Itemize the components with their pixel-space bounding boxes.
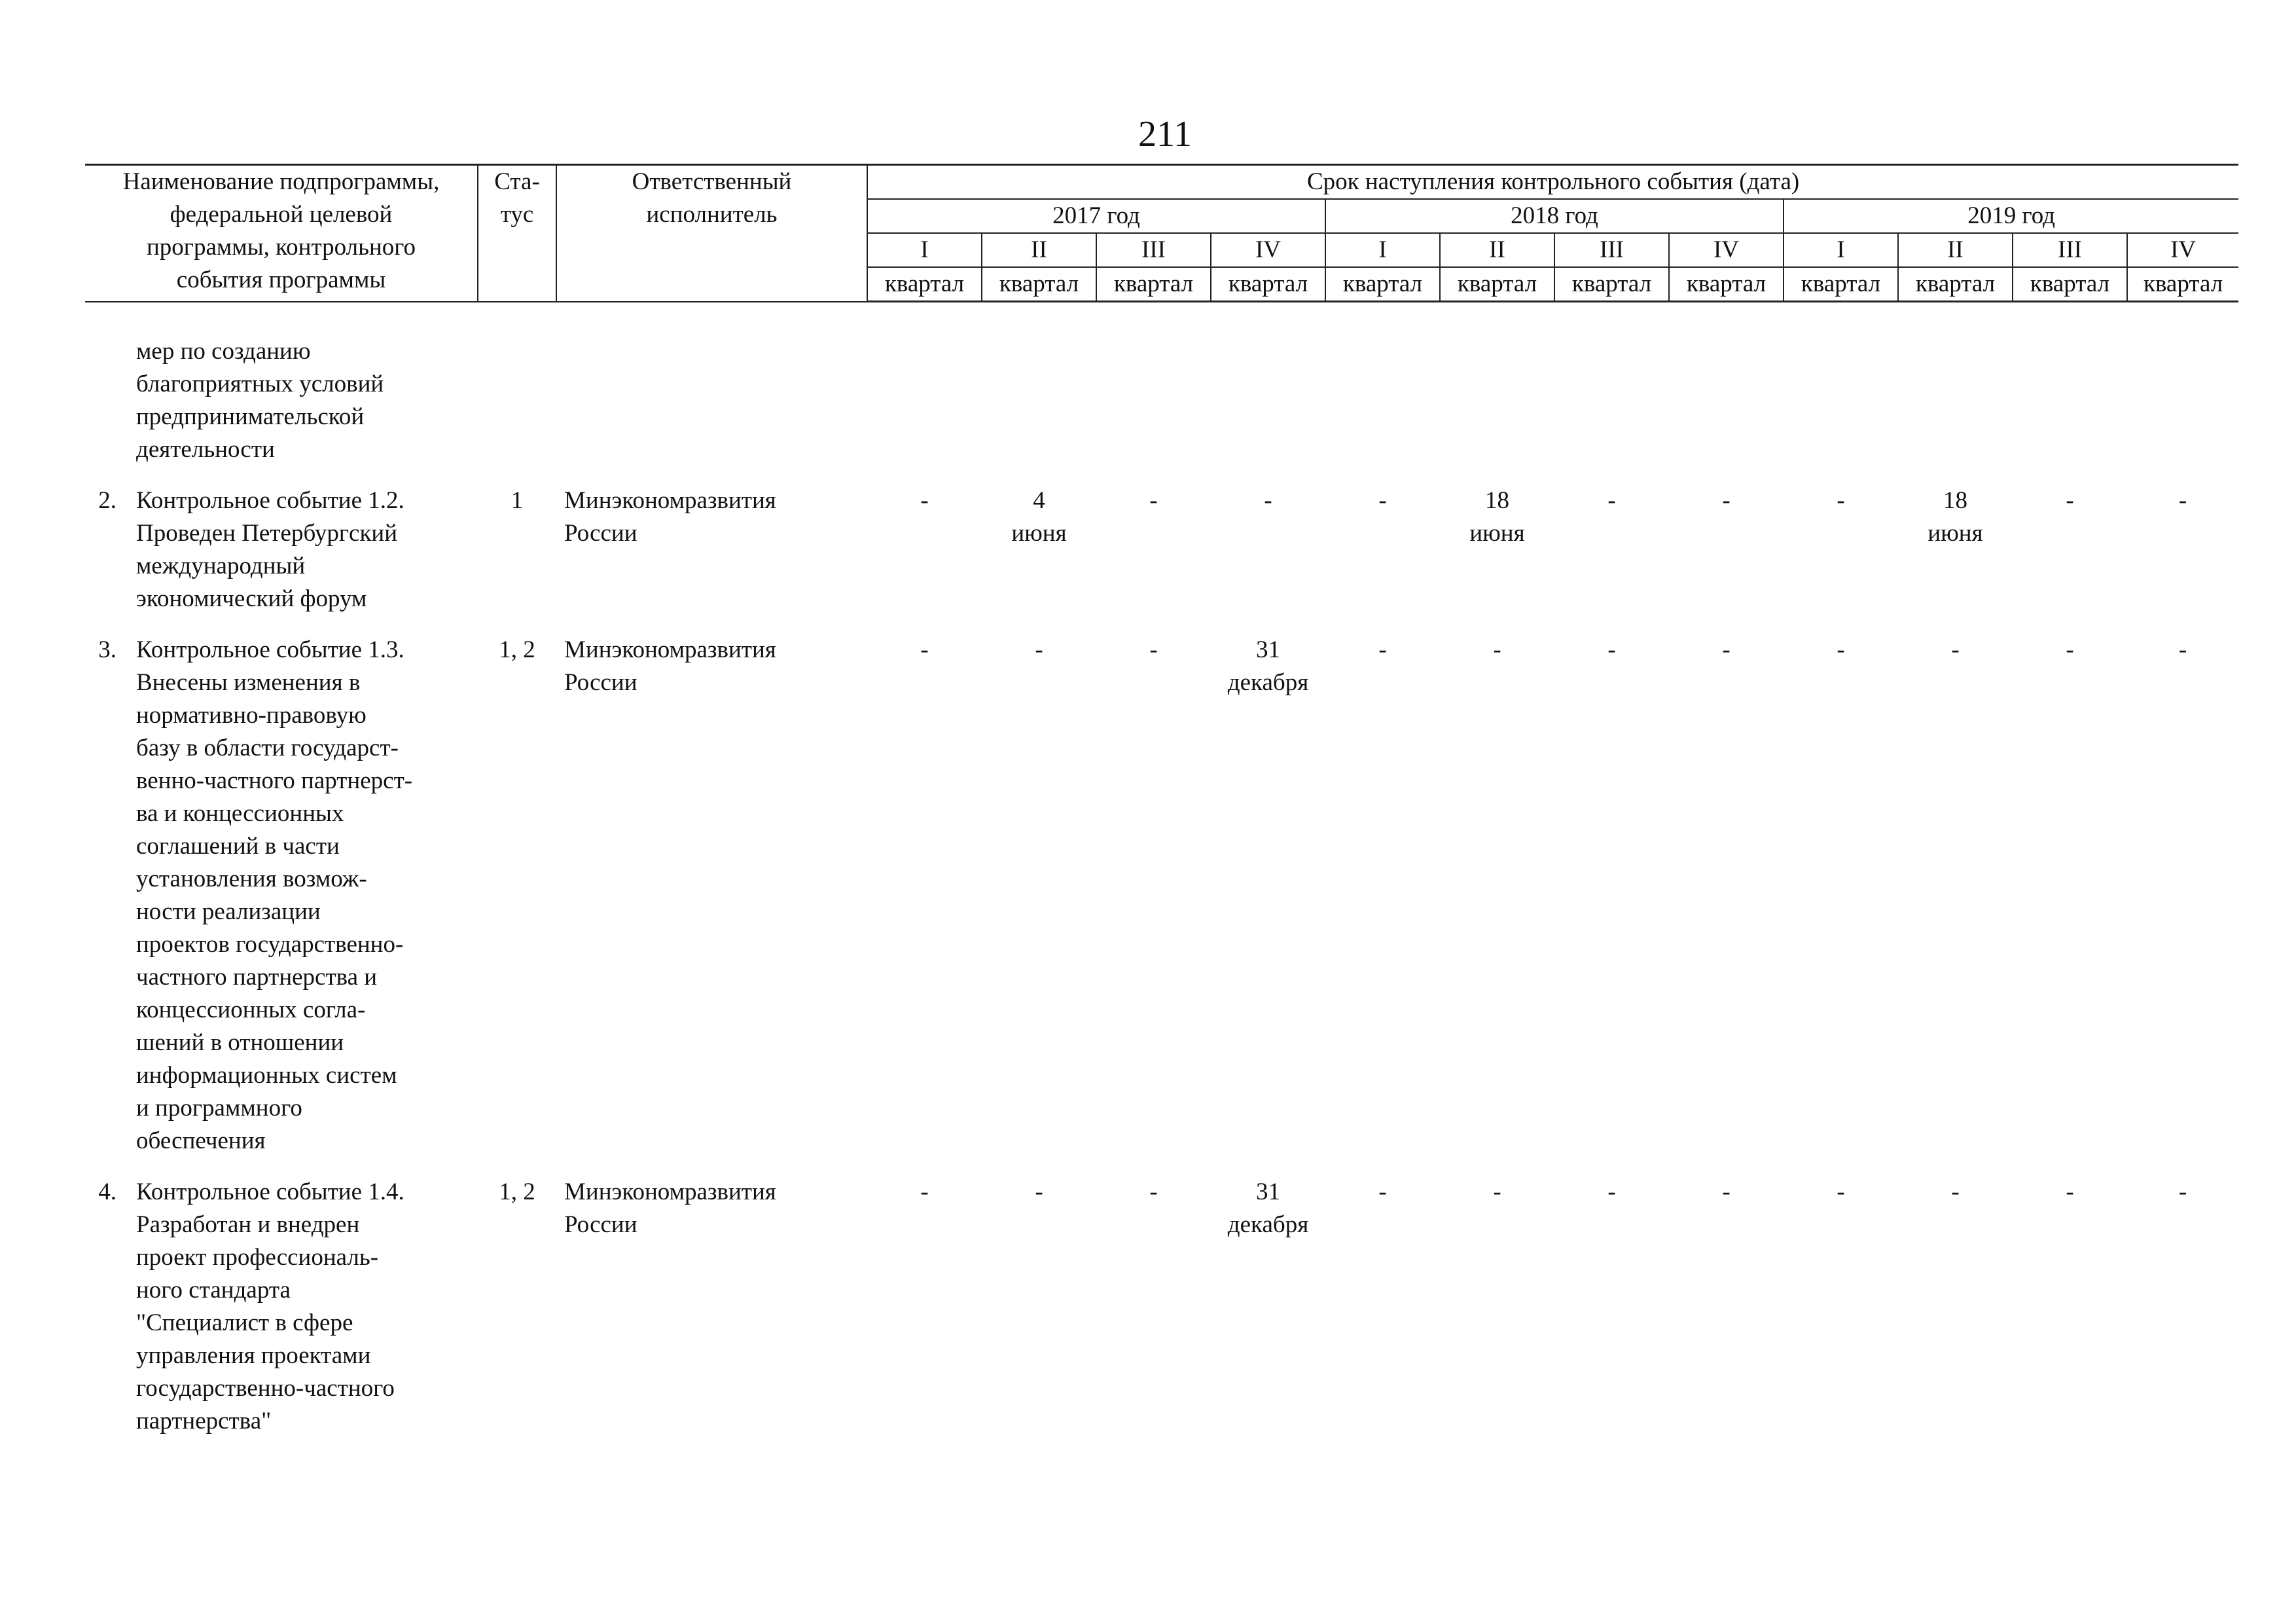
header-year-2019: 2019 год: [1784, 199, 2238, 233]
responsible-executor-line: России: [564, 1211, 637, 1238]
quarter-deadline: [1211, 470, 1325, 619]
responsible-executor-line: России: [564, 668, 637, 696]
event-status: 1, 2: [499, 1178, 535, 1205]
quarter-deadline: [1669, 302, 1784, 470]
quarter-deadline: [1096, 470, 1211, 619]
event-name-line: проект профессиональ-: [136, 1243, 379, 1271]
quarter-deadline: [2127, 470, 2238, 619]
table-row: [85, 619, 2238, 1161]
event-status: 1, 2: [499, 636, 535, 663]
responsible-executor-line: Минэкономразвития: [564, 636, 776, 663]
table-row: [85, 302, 2238, 470]
header-year-2018: 2018 год: [1325, 199, 1784, 233]
quarter-deadline: [1554, 302, 1669, 470]
event-name-line: экономический форум: [136, 585, 367, 612]
event-name-line: Контрольное событие 1.4.: [136, 1178, 404, 1205]
quarter-deadline: [982, 619, 1096, 1161]
quarter-word: квартал: [1211, 267, 1325, 302]
responsible-executor: [556, 470, 867, 619]
quarter-deadline-line: 4: [1033, 486, 1045, 514]
quarter-deadline: [1211, 619, 1325, 1161]
quarter-deadline-line: -: [1722, 486, 1731, 514]
event-name-line: мер по созданию: [136, 337, 311, 365]
quarter-number: III: [2013, 233, 2127, 267]
header-text: Наименование подпрограммы,: [122, 168, 440, 195]
event-name-line: Внесены изменения в: [136, 668, 361, 696]
quarter-deadline: [1784, 1161, 1898, 1442]
responsible-executor-line: России: [564, 519, 637, 547]
header-deadline-title: Срок наступления контрольного события (дата): [867, 165, 2238, 200]
quarter-word: квартал: [1554, 267, 1669, 302]
event-name-line: обеспечения: [136, 1127, 266, 1154]
quarter-deadline: [1096, 619, 1211, 1161]
quarter-deadline: [982, 1161, 1096, 1442]
quarter-deadline: [867, 619, 982, 1161]
event-name-line: Контрольное событие 1.2.: [136, 486, 404, 514]
header-text: тус: [500, 201, 534, 228]
row-number: [85, 302, 124, 470]
header-text: события программы: [176, 266, 386, 293]
page-number: 211: [1138, 114, 1192, 155]
quarter-deadline: [1325, 619, 1440, 1161]
quarter-deadline-line: -: [1493, 1178, 1501, 1205]
quarter-deadline: [1898, 619, 2013, 1161]
quarter-deadline-line: -: [1035, 1178, 1043, 1205]
event-name-line: Разработан и внедрен: [136, 1211, 360, 1238]
quarter-number: II: [1898, 233, 2013, 267]
header-year-2017: 2017 год: [867, 199, 1325, 233]
quarter-deadline: [1784, 470, 1898, 619]
quarter-deadline-line: -: [1951, 1178, 1960, 1205]
event-name-line: нормативно-правовую: [136, 701, 367, 729]
quarter-deadline-line: -: [2178, 486, 2187, 514]
header-text: исполнитель: [646, 201, 778, 228]
table-body: [85, 302, 2238, 1442]
quarter-deadline: [2127, 619, 2238, 1161]
responsible-executor: [556, 302, 867, 470]
quarter-number: I: [1325, 233, 1440, 267]
quarter-number: IV: [1211, 233, 1325, 267]
quarter-word: квартал: [867, 267, 982, 302]
event-name-line: проектов государственно-: [136, 930, 404, 958]
event-name-line: частного партнерства и: [136, 963, 378, 991]
table-row: [85, 470, 2238, 619]
event-name: [124, 1161, 478, 1442]
quarter-number: I: [1784, 233, 1898, 267]
quarter-deadline-line: -: [920, 636, 929, 663]
quarter-word: квартал: [2127, 267, 2238, 302]
quarter-deadline-line: 31: [1256, 1178, 1280, 1205]
quarter-deadline: [1325, 302, 1440, 470]
quarter-deadline-line: -: [1378, 486, 1387, 514]
quarter-deadline-line: -: [1837, 1178, 1845, 1205]
quarter-deadline-line: -: [1493, 636, 1501, 663]
event-name-line: и программного: [136, 1094, 302, 1122]
event-name-line: венно-частного партнерст-: [136, 767, 413, 794]
header-text: Ста-: [494, 168, 540, 195]
event-name-line: установления возмож-: [136, 865, 367, 892]
header-name-column: [85, 165, 478, 302]
quarter-deadline: [2013, 619, 2127, 1161]
quarter-deadline: [1784, 302, 1898, 470]
event-name-line: партнерства": [136, 1407, 272, 1434]
quarter-deadline-line: июня: [1928, 519, 1983, 547]
quarter-deadline-line: -: [2178, 636, 2187, 663]
event-name-line: базу в области государст-: [136, 734, 399, 761]
quarter-word: квартал: [2013, 267, 2127, 302]
event-name-line: ного стандарта: [136, 1276, 291, 1304]
quarter-deadline-line: -: [1378, 636, 1387, 663]
quarter-deadline: [1325, 1161, 1440, 1442]
quarter-deadline: [982, 470, 1096, 619]
quarter-deadline: [982, 302, 1096, 470]
header-text: федеральной целевой: [170, 201, 393, 228]
quarter-word: квартал: [1440, 267, 1554, 302]
quarter-number: I: [867, 233, 982, 267]
quarter-deadline: [1211, 302, 1325, 470]
quarter-number: II: [1440, 233, 1554, 267]
event-name: [124, 302, 478, 470]
event-name-line: ва и концессионных: [136, 799, 344, 827]
event-name-line: международный: [136, 552, 306, 579]
quarter-deadline: [2127, 1161, 2238, 1442]
quarter-deadline: [2013, 470, 2127, 619]
event-name-line: "Специалист в сфере: [136, 1309, 353, 1336]
quarter-word: квартал: [1898, 267, 2013, 302]
quarter-deadline-line: -: [1149, 1178, 1158, 1205]
quarter-deadline-line: -: [1607, 1178, 1616, 1205]
event-name-line: государственно-частного: [136, 1374, 395, 1402]
quarter-deadline-line: -: [1264, 486, 1272, 514]
row-number: 3.: [98, 636, 117, 663]
event-name-line: предпринимательской: [136, 403, 365, 430]
quarter-deadline-line: -: [920, 1178, 929, 1205]
control-events-table: [85, 164, 2238, 1442]
event-name-line: управления проектами: [136, 1341, 371, 1369]
quarter-deadline: [2013, 302, 2127, 470]
quarter-number: IV: [1669, 233, 1784, 267]
quarter-deadline: [1669, 1161, 1784, 1442]
quarter-number: III: [1096, 233, 1211, 267]
quarter-deadline: [1440, 302, 1554, 470]
quarter-deadline-line: -: [1607, 486, 1616, 514]
quarter-deadline: [1554, 470, 1669, 619]
quarter-deadline: [1554, 1161, 1669, 1442]
header-executor-column: [556, 165, 867, 302]
table-header: [85, 165, 2238, 302]
quarter-deadline: [867, 302, 982, 470]
quarter-word: квартал: [1096, 267, 1211, 302]
quarter-deadline: [1898, 470, 2013, 619]
event-status: [478, 302, 556, 470]
quarter-word: квартал: [982, 267, 1096, 302]
responsible-executor: [556, 619, 867, 1161]
header-text: Ответственный: [632, 168, 792, 195]
quarter-deadline-line: июня: [1011, 519, 1067, 547]
quarter-deadline: [1669, 470, 1784, 619]
responsible-executor-line: Минэкономразвития: [564, 1178, 776, 1205]
event-name-line: Контрольное событие 1.3.: [136, 636, 404, 663]
event-status: 1: [511, 486, 524, 514]
quarter-deadline-line: -: [1607, 636, 1616, 663]
event-name-line: соглашений в части: [136, 832, 340, 860]
quarter-deadline: [1325, 470, 1440, 619]
quarter-deadline: [867, 470, 982, 619]
row-number: 2.: [98, 486, 117, 514]
quarter-deadline: [1096, 1161, 1211, 1442]
quarter-number: II: [982, 233, 1096, 267]
quarter-deadline-line: -: [1149, 486, 1158, 514]
quarter-deadline-line: -: [1837, 636, 1845, 663]
quarter-deadline-line: -: [920, 486, 929, 514]
header-status-column: [478, 165, 556, 302]
row-number: 4.: [98, 1178, 117, 1205]
quarter-deadline: [867, 1161, 982, 1442]
quarter-number: IV: [2127, 233, 2238, 267]
quarter-deadline: [1669, 619, 1784, 1161]
quarter-word: квартал: [1325, 267, 1440, 302]
quarter-deadline-line: -: [1722, 1178, 1731, 1205]
event-name-line: благоприятных условий: [136, 370, 384, 397]
event-name-line: шений в отношении: [136, 1029, 344, 1056]
responsible-executor: [556, 1161, 867, 1442]
quarter-deadline-line: -: [1149, 636, 1158, 663]
quarter-deadline-line: -: [1837, 486, 1845, 514]
quarter-number: III: [1554, 233, 1669, 267]
quarter-deadline-line: декабря: [1227, 1211, 1309, 1238]
quarter-deadline: [1096, 302, 1211, 470]
quarter-deadline-line: -: [2066, 486, 2074, 514]
event-name-line: деятельности: [136, 435, 275, 463]
quarter-deadline: [1440, 619, 1554, 1161]
quarter-deadline-line: 31: [1256, 636, 1280, 663]
event-name-line: информационных систем: [136, 1061, 397, 1089]
quarter-word: квартал: [1669, 267, 1784, 302]
quarter-deadline-line: июня: [1469, 519, 1525, 547]
quarter-deadline: [2127, 302, 2238, 470]
event-name: [124, 619, 478, 1161]
event-name: [124, 470, 478, 619]
quarter-deadline: [2013, 1161, 2127, 1442]
quarter-deadline: [1554, 619, 1669, 1161]
quarter-deadline: [1440, 1161, 1554, 1442]
quarter-deadline: [1898, 302, 2013, 470]
quarter-deadline-line: 18: [1485, 486, 1509, 514]
quarter-deadline-line: -: [2066, 636, 2074, 663]
quarter-word: квартал: [1784, 267, 1898, 302]
quarter-deadline: [1440, 470, 1554, 619]
table-row: [85, 1161, 2238, 1442]
event-name-line: концессионных согла-: [136, 996, 366, 1023]
header-text: программы, контрольного: [146, 234, 416, 261]
quarter-deadline-line: декабря: [1227, 668, 1309, 696]
quarter-deadline: [1211, 1161, 1325, 1442]
quarter-deadline-line: -: [1951, 636, 1960, 663]
quarter-deadline-line: -: [1722, 636, 1731, 663]
quarter-deadline-line: -: [2066, 1178, 2074, 1205]
quarter-deadline-line: -: [2178, 1178, 2187, 1205]
quarter-deadline-line: 18: [1943, 486, 1967, 514]
quarter-deadline: [1898, 1161, 2013, 1442]
event-name-line: Проведен Петербургский: [136, 519, 398, 547]
event-name-line: ности реализации: [136, 898, 321, 925]
responsible-executor-line: Минэкономразвития: [564, 486, 776, 514]
quarter-deadline: [1784, 619, 1898, 1161]
quarter-deadline-line: -: [1378, 1178, 1387, 1205]
quarter-deadline-line: -: [1035, 636, 1043, 663]
